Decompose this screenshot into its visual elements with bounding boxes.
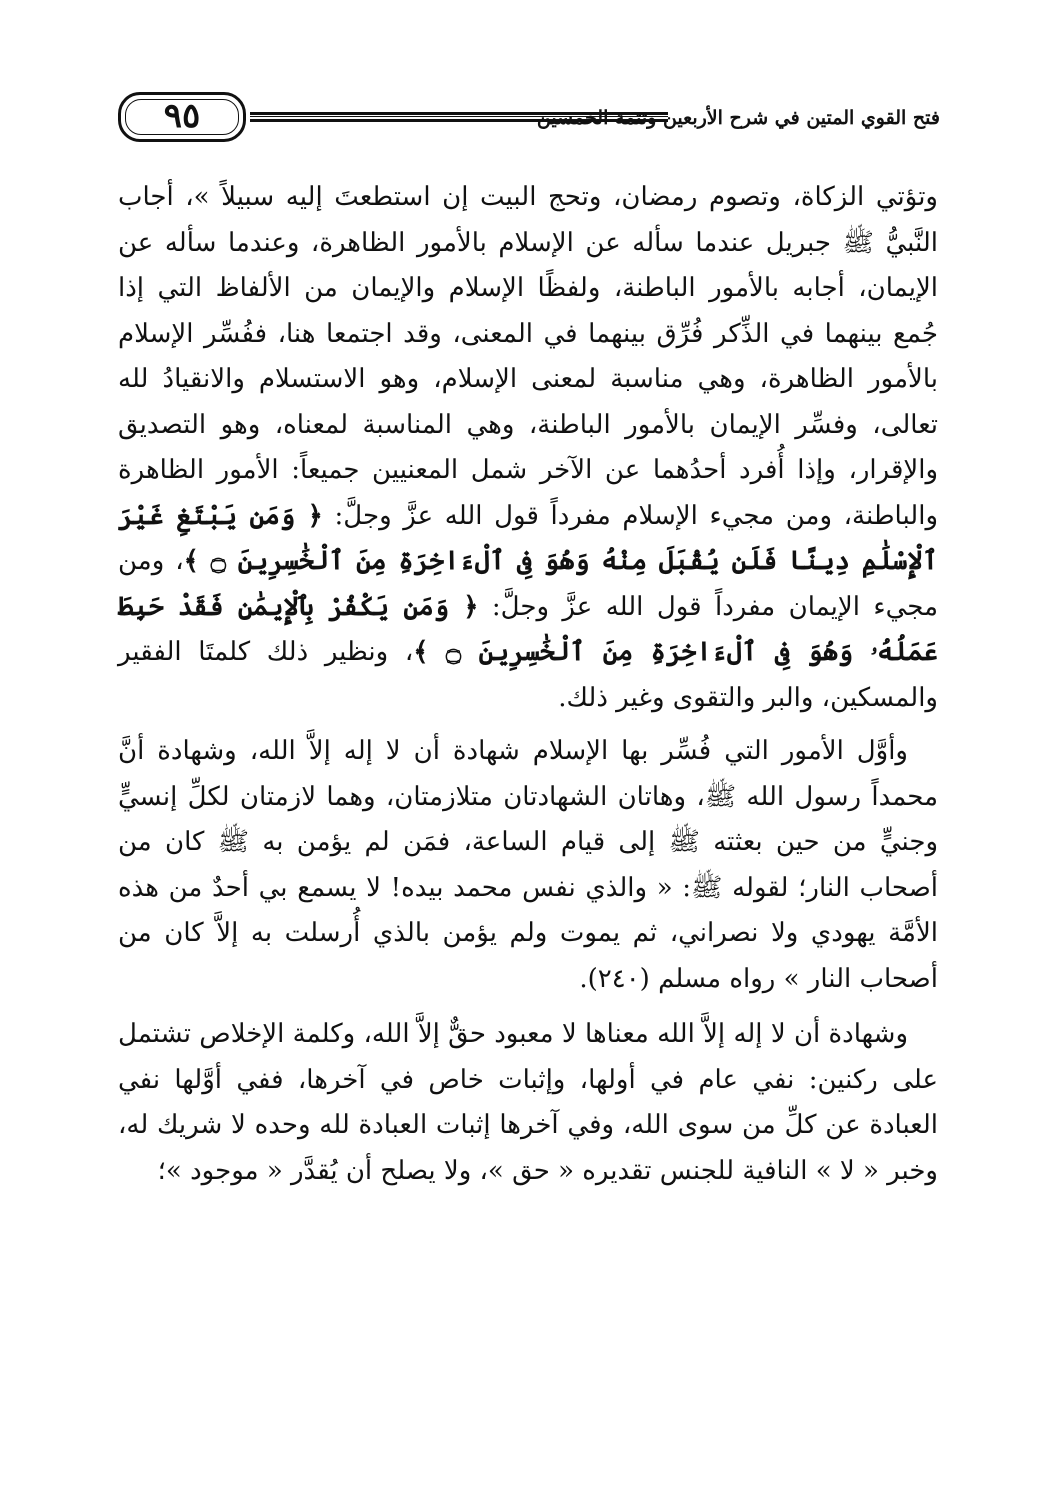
paragraph-1-text: وتؤتي الزكاة، وتصوم رمضان، وتحج البيت إن استطعتَ إليه سبيلاً »، أجاب النَّبيُّ ﷺ جبريل عندما سأله عن الإسلام بالأمور الظاهرة، وعندما سأله عن الإيمان، أجابه بالأمور الباطنة، ولفظًا الإسلام والإيمان من الألفاظ التي إذا جُمع بينهما في الذِّكر فُرِّق بينهما في المعنى، وقد اجتمعا هنا، ففُسِّر الإسلام بالأمور الظاهرة، وهي مناسبة لمعنى الإسلام، وهو الاستسلام والانقيادُ لله تعالى، وفسِّر الإيمان بالأمور الباطنة، وهي المناسبة لمعناه، وهو التصديق والإقرار، وإذا أُفرد أحدُهما عن الآخر شمل المعنيين جميعاً: الأمور الظاهرة والباطنة، ومن مجيء الإسلام مفرداً قول الله عزَّ وجلَّ: xyxy=(118,182,939,531)
paragraph-1 xyxy=(118,175,938,721)
paragraph-3: وشهادة أن لا إله إلاَّ الله معناها لا معبود حقٌّ إلاَّ الله، وكلمة الإخلاص تشتمل على ركنين: نفي عام في أولها، وإثبات خاص في آخرها، ففي أوَّلها نفي العبادة عن كلِّ من سوى الله، وفي آخرها إثبات العبادة لله وحده لا شريك له، وخبر « لا » النافية للجنس تقديره « حق »، ولا يصلح أن يُقدَّر « موجود »؛ xyxy=(118,1019,938,1186)
paragraph-2: وأوَّل الأمور التي فُسِّر بها الإسلام شهادة أن لا إله إلاَّ الله، وشهادة أنَّ محمداً رسول الله ﷺ، وهاتان الشهادتان متلازمتان، وهما لازمتان لكلِّ إنسيٍّ وجنيٍّ من حين بعثته ﷺ إلى قيام الساعة، فمَن لم يؤمن به ﷺ كان من أصحاب النار؛ لقوله ﷺ: « والذي نفس محمد بيده! لا يسمع بي أحدٌ من هذه الأمَّة يهودي ولا نصراني، ثم يموت ولم يؤمن بالذي أُرسلت به إلاَّ كان من أصحاب النار » رواه مسلم (٢٤٠). xyxy=(118,736,938,994)
paragraph-1-text-2: ، ومن مجيء الإيمان مفرداً قول الله عزَّ وجلَّ: xyxy=(118,546,938,622)
paragraph-1-text-3: ، ونظير ذلك كلمتَا الفقير والمسكين، والبر والتقوى وغير ذلك. xyxy=(118,637,938,713)
page-body xyxy=(118,175,938,1194)
book-title: فتح القوي المتين في شرح الأربعين وتتمة الخمسين xyxy=(536,107,940,129)
quran-verse-2: ﴿ وَمَن يَكْفُرْ بِٱلْإِيمَٰنِ فَقَدْ حَبِطَ عَمَلُهُۥ وَهُوَ فِى ٱلْءَاخِرَةِ مِنَ ٱلْخَٰسِرِينَ ۝ ﴾ xyxy=(118,591,939,667)
page-number: ٩٥ xyxy=(163,96,201,136)
page-header xyxy=(118,92,940,142)
quran-verse-1: ﴿ وَمَن يَبْتَغِ غَيْرَ ٱلْإِسْلَٰمِ دِينًا فَلَن يُقْبَلَ مِنْهُ وَهُوَ فِى ٱلْءَاخِرَةِ مِنَ ٱلْخَٰسِرِينَ ۝ ﴾ xyxy=(118,500,938,576)
